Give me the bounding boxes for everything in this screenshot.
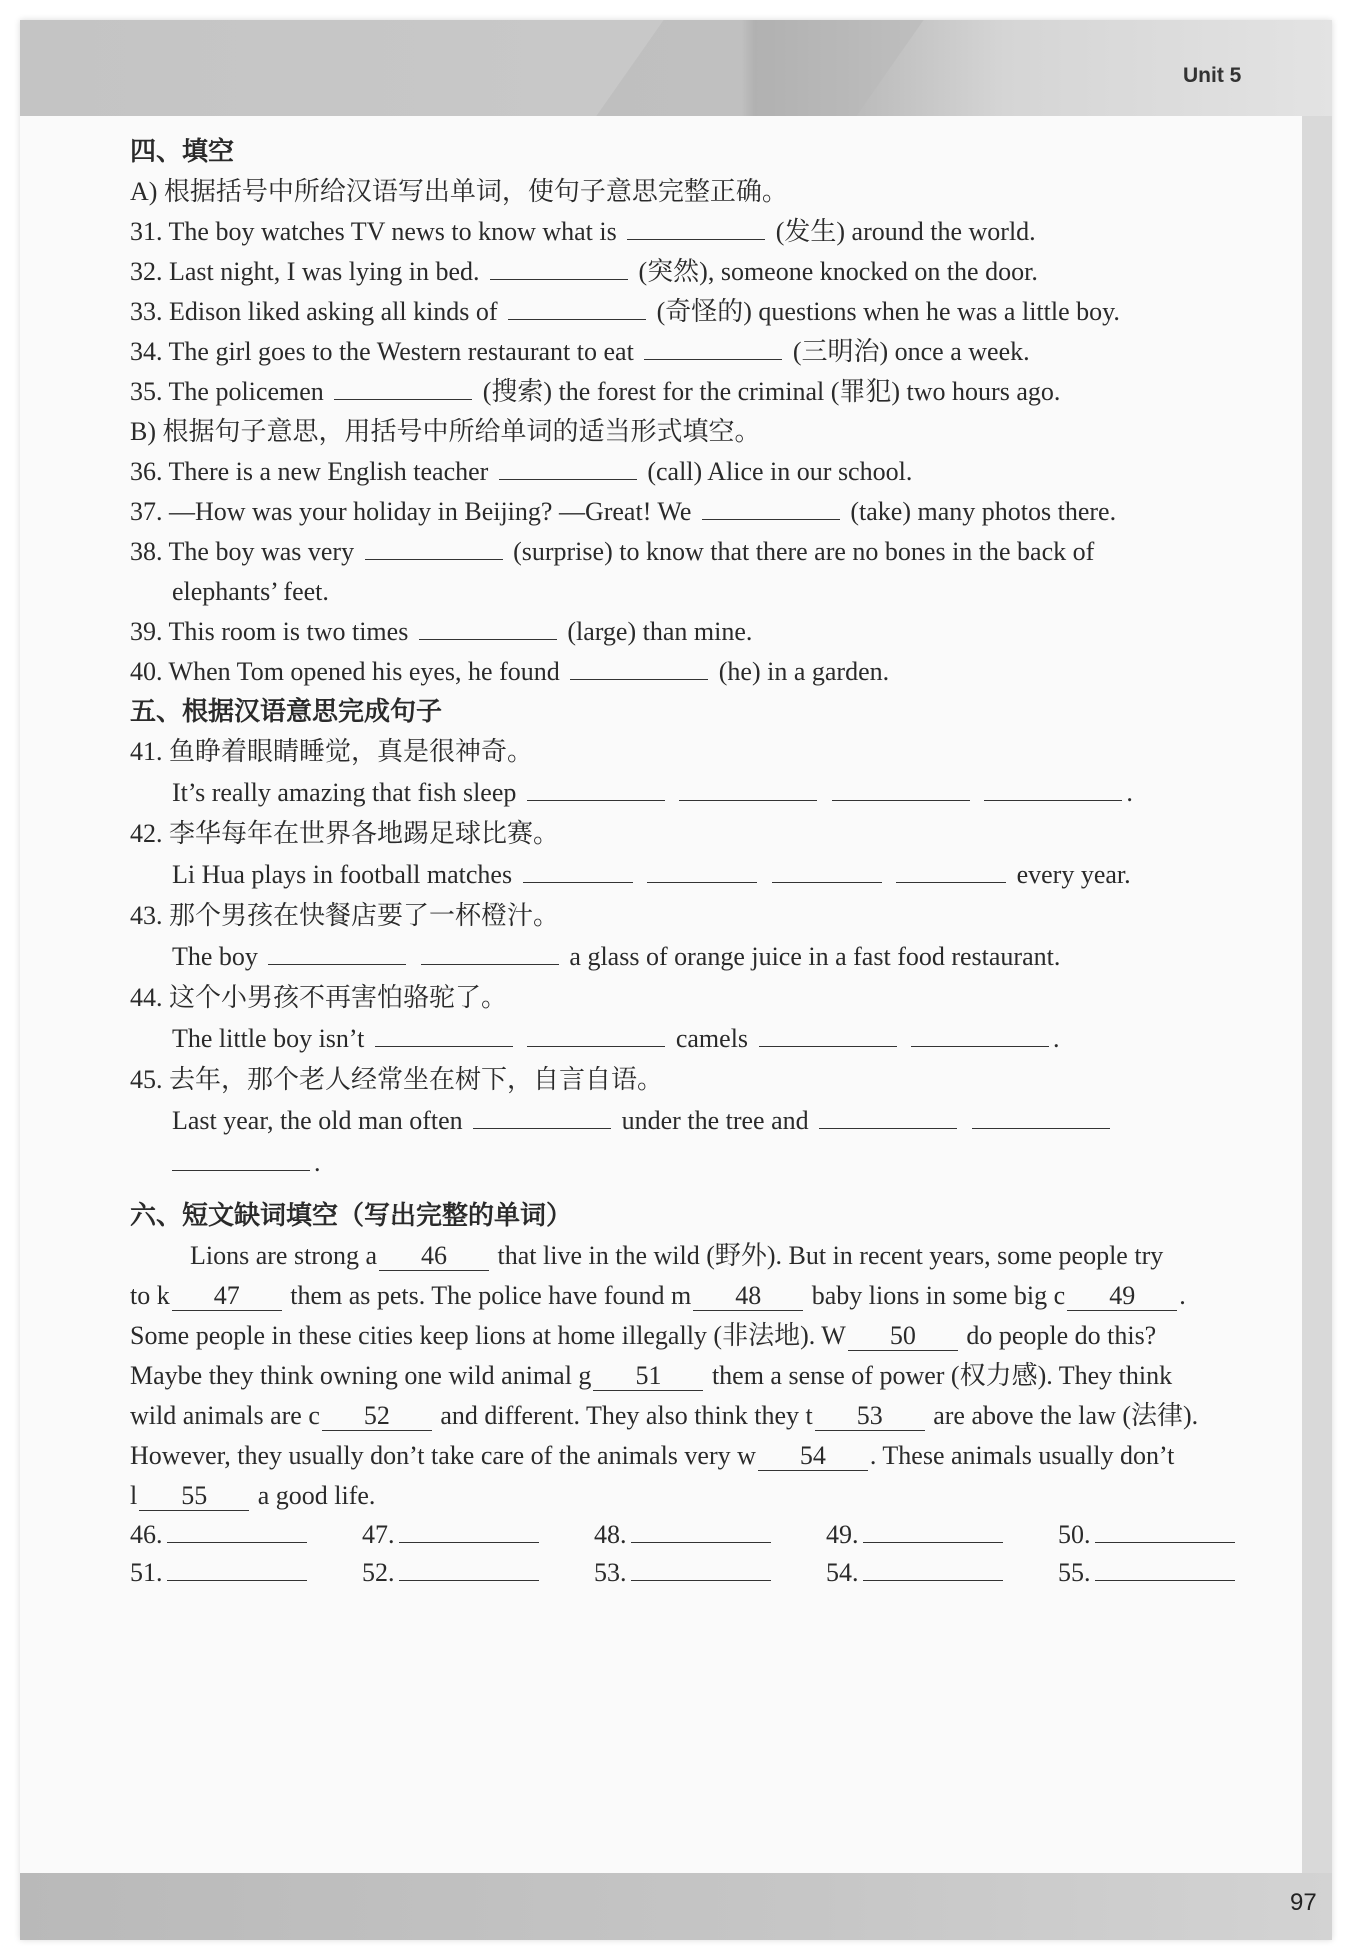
question-42-chinese: 42. 李华每年在世界各地踢足球比赛。	[130, 819, 560, 848]
answer-line-52[interactable]	[399, 1554, 539, 1581]
question-35: 35. The policemen (搜索) the forest for the criminal (罪犯) two hours ago.	[130, 372, 1290, 412]
passage-line-1: Lions are strong a 46 that live in the wild (野外). But in recent years, some people try	[190, 1241, 1164, 1270]
answer-blank-43-1[interactable]	[268, 938, 406, 965]
answer-blank-32[interactable]	[490, 253, 628, 280]
answer-blank-45-2[interactable]	[819, 1102, 957, 1129]
answer-line-49[interactable]	[863, 1516, 1003, 1543]
footer-band	[20, 1873, 1332, 1940]
section-6-title: 六、短文缺词填空（写出完整的单词）	[130, 1201, 573, 1231]
answer-row-2	[130, 1554, 1290, 1592]
passage-blank-48[interactable]: 48	[693, 1282, 803, 1311]
answer-line-51[interactable]	[167, 1554, 307, 1581]
answer-line-55[interactable]	[1095, 1554, 1235, 1581]
section-5-title: 五、根据汉语意思完成句子	[130, 697, 443, 727]
question-40: 40. When Tom opened his eyes, he found (he) in a garden.	[130, 652, 1290, 692]
unit-label: Unit 5	[1183, 64, 1242, 87]
passage-line-7: l 55 a good life.	[130, 1481, 376, 1510]
answer-blank-40[interactable]	[570, 653, 708, 680]
worksheet-content	[130, 132, 1290, 1592]
question-42-english: Li Hua plays in football matches every year.	[130, 854, 1290, 896]
passage-line-6: However, they usually don’t take care of the animals very w 54 . These animals usually don’t	[130, 1441, 1175, 1470]
answer-blank-42-3[interactable]	[772, 856, 882, 883]
question-41-chinese: 41. 鱼睁着眼睛睡觉，真是很神奇。	[130, 737, 534, 766]
question-31: 31. The boy watches TV news to know what is (发生) around the world.	[130, 212, 1290, 252]
answer-blank-37[interactable]	[702, 493, 840, 520]
answer-blank-44-2[interactable]	[527, 1020, 665, 1047]
answer-slot-47: 47.	[362, 1516, 594, 1554]
answer-blank-42-1[interactable]	[523, 856, 633, 883]
answer-row-1	[130, 1516, 1290, 1554]
question-37: 37. —How was your holiday in Beijing? —Great! We (take) many photos there.	[130, 492, 1290, 532]
passage-blank-49[interactable]: 49	[1067, 1282, 1177, 1311]
answer-slot-51: 51.	[130, 1554, 362, 1592]
answer-line-47[interactable]	[399, 1516, 539, 1543]
answer-blank-36[interactable]	[499, 453, 637, 480]
answer-blank-44-1[interactable]	[375, 1020, 513, 1047]
answer-line-54[interactable]	[863, 1554, 1003, 1581]
answer-blank-41-2[interactable]	[679, 774, 817, 801]
question-36: 36. There is a new English teacher (call) Alice in our school.	[130, 452, 1290, 492]
answer-slot-48: 48.	[594, 1516, 826, 1554]
answer-blank-35[interactable]	[334, 373, 472, 400]
question-44-chinese: 44. 这个小男孩不再害怕骆驼了。	[130, 983, 508, 1012]
answer-line-48[interactable]	[631, 1516, 771, 1543]
answer-slot-54: 54.	[826, 1554, 1058, 1592]
answer-blank-31[interactable]	[627, 213, 765, 240]
answer-blank-43-2[interactable]	[421, 938, 559, 965]
answer-blank-45-1[interactable]	[473, 1102, 611, 1129]
answer-line-46[interactable]	[167, 1516, 307, 1543]
answer-blank-38[interactable]	[365, 533, 503, 560]
passage-blank-55[interactable]: 55	[139, 1482, 249, 1511]
part-a-instruction: A) 根据括号中所给汉语写出单词，使句子意思完整正确。	[130, 177, 788, 206]
answer-slot-49: 49.	[826, 1516, 1058, 1554]
passage-blank-53[interactable]: 53	[815, 1402, 925, 1431]
answer-slot-52: 52.	[362, 1554, 594, 1592]
question-43-chinese: 43. 那个男孩在快餐店要了一杯橙汁。	[130, 901, 560, 930]
question-33: 33. Edison liked asking all kinds of (奇怪的) questions when he was a little boy.	[130, 292, 1290, 332]
answer-line-53[interactable]	[631, 1554, 771, 1581]
header-band	[20, 20, 1332, 116]
answer-blank-39[interactable]	[419, 613, 557, 640]
passage-line-5: wild animals are c 52 and different. They also think they t 53 are above the law (法律).	[130, 1401, 1199, 1430]
answer-slot-46: 46.	[130, 1516, 362, 1554]
page-number: 97	[1290, 1889, 1317, 1916]
answer-slot-50: 50.	[1058, 1516, 1290, 1554]
answer-blank-45-3[interactable]	[972, 1102, 1110, 1129]
passage-blank-52[interactable]: 52	[322, 1402, 432, 1431]
answer-slot-55: 55.	[1058, 1554, 1290, 1592]
part-b-instruction: B) 根据句子意思，用括号中所给单词的适当形式填空。	[130, 417, 761, 446]
question-38: 38. The boy was very (surprise) to know that there are no bones in the back of	[130, 532, 1290, 572]
answer-blank-42-4[interactable]	[896, 856, 1006, 883]
passage-blank-46[interactable]: 46	[379, 1242, 489, 1271]
passage-blank-47[interactable]: 47	[172, 1282, 282, 1311]
answer-blank-41-4[interactable]	[984, 774, 1122, 801]
answer-slot-53: 53.	[594, 1554, 826, 1592]
answer-blank-44-3[interactable]	[759, 1020, 897, 1047]
passage-blank-54[interactable]: 54	[758, 1442, 868, 1471]
question-34: 34. The girl goes to the Western restaurant to eat (三明治) once a week.	[130, 332, 1290, 372]
question-32: 32. Last night, I was lying in bed. (突然), someone knocked on the door.	[130, 252, 1290, 292]
passage-blank-51[interactable]: 51	[593, 1362, 703, 1391]
right-edge-strip	[1302, 116, 1332, 1873]
passage-line-4: Maybe they think owning one wild animal g 51 them a sense of power (权力感). They think	[130, 1361, 1173, 1390]
passage-line-2: to k 47 them as pets. The police have found m 48 baby lions in some big c 49 .	[130, 1281, 1186, 1310]
answer-blank-44-4[interactable]	[911, 1020, 1049, 1047]
answer-blank-41-3[interactable]	[832, 774, 970, 801]
answer-blank-45-4[interactable]	[172, 1144, 310, 1171]
section-4-title: 四、填空	[130, 137, 235, 167]
answer-blank-34[interactable]	[644, 333, 782, 360]
question-45-english: Last year, the old man often under the tree and	[130, 1100, 1290, 1142]
question-44-english: The little boy isn’t camels .	[130, 1018, 1290, 1060]
answer-blank-33[interactable]	[508, 293, 646, 320]
answer-blank-42-2[interactable]	[647, 856, 757, 883]
question-43-english: The boy a glass of orange juice in a fast food restaurant.	[130, 936, 1290, 978]
question-41-english: It’s really amazing that fish sleep .	[130, 772, 1290, 814]
answer-blank-41-1[interactable]	[527, 774, 665, 801]
question-38-continued: elephants’ feet.	[172, 577, 329, 606]
question-39: 39. This room is two times (large) than mine.	[130, 612, 1290, 652]
question-45-chinese: 45. 去年，那个老人经常坐在树下，自言自语。	[130, 1065, 664, 1094]
answer-line-50[interactable]	[1095, 1516, 1235, 1543]
passage-blank-50[interactable]: 50	[848, 1322, 958, 1351]
question-45-english-continued: .	[130, 1142, 1290, 1184]
passage-line-3: Some people in these cities keep lions at home illegally (非法地). W 50 do people do this?	[130, 1321, 1157, 1350]
